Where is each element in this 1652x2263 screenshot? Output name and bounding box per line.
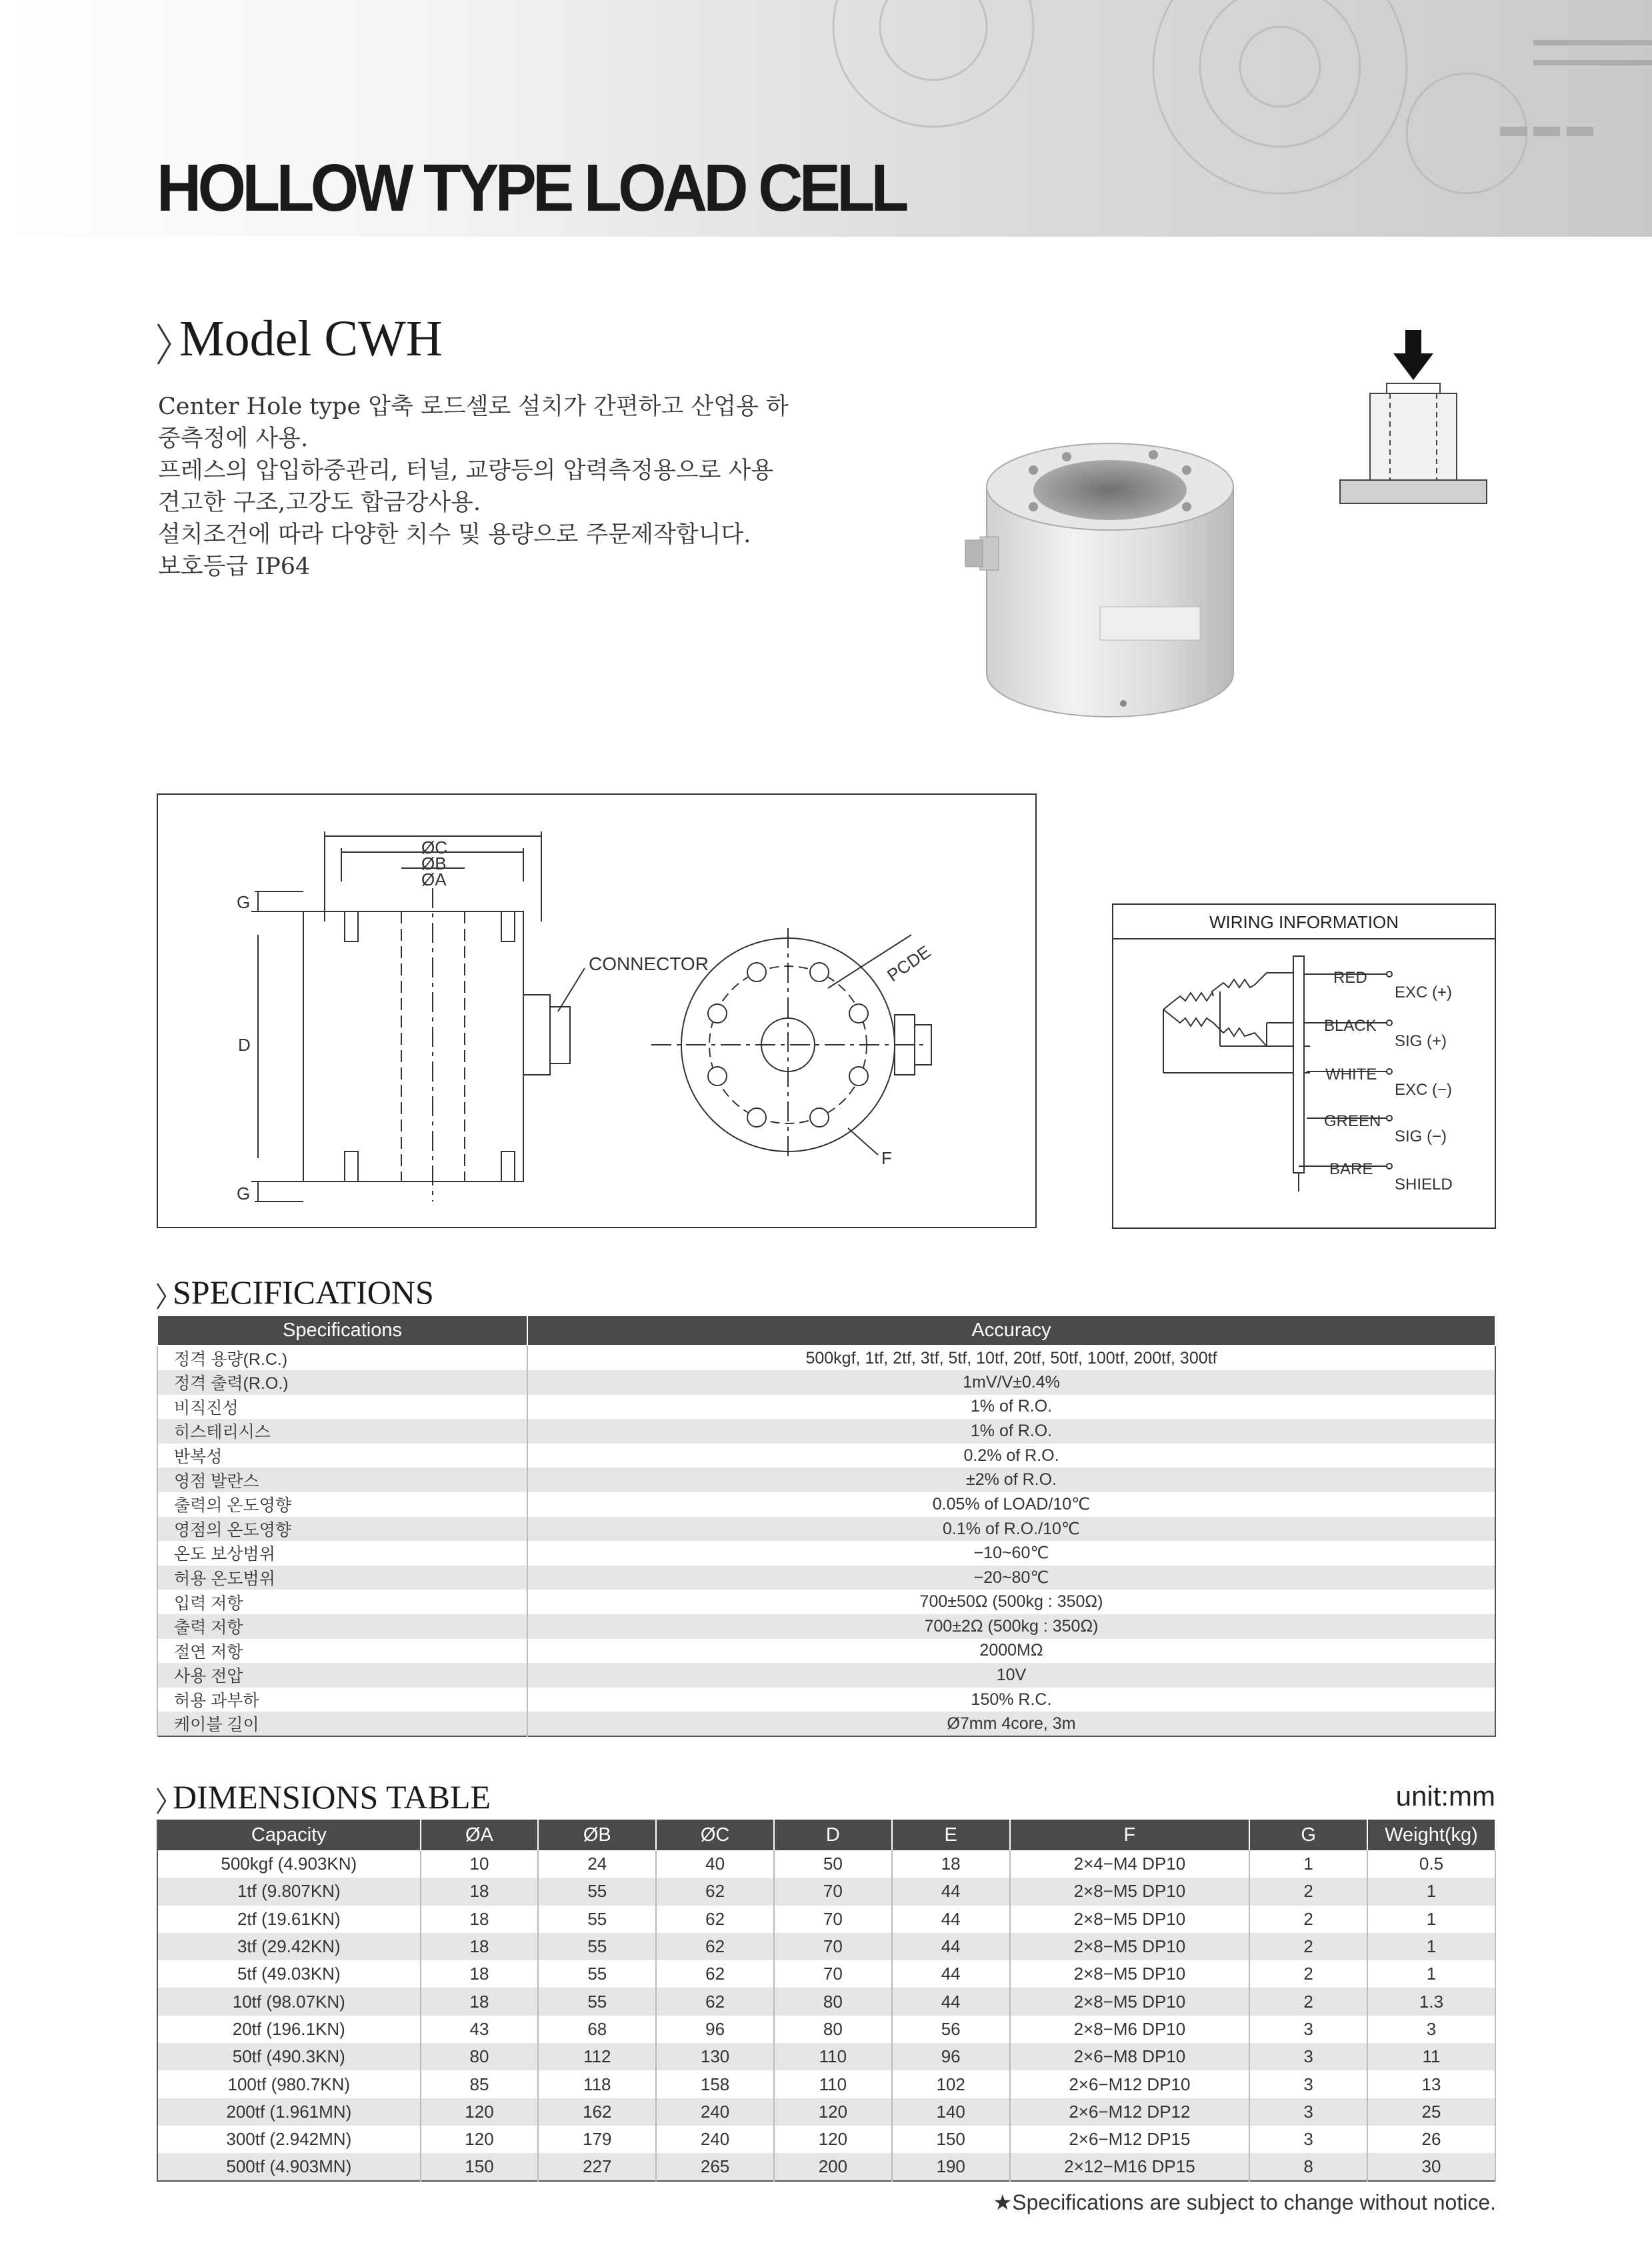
table-row [157, 1346, 1495, 1370]
dim-cell: 2×6−M12 DP12 [1010, 2098, 1250, 2126]
description-line: 견고한 구조,고강도 합금강사용. [158, 489, 481, 516]
dim-cell: 2tf (19.61KN) [157, 1906, 421, 1933]
dim-header-cell: F [1010, 1820, 1250, 1850]
label-g-bottom: G [237, 1184, 251, 1204]
dim-cell: 3 [1367, 2016, 1495, 2043]
table-row [157, 1566, 1495, 1590]
spec-value-cell: 0.05% of LOAD/10℃ [527, 1492, 1495, 1517]
dim-cell: 44 [892, 1960, 1010, 1988]
dim-cell: 2×8−M6 DP10 [1010, 2016, 1250, 2043]
spec-name-cell: 영점의 온도영향 [157, 1517, 527, 1542]
chevron-right-icon [155, 1786, 167, 1816]
table-row [157, 1988, 1495, 2015]
wire-signal-exc-plus: EXC (+) [1395, 983, 1453, 1001]
spec-name-cell: 허용 온도범위 [157, 1566, 527, 1590]
spec-header-accuracy: Accuracy [527, 1316, 1495, 1346]
dim-cell: 43 [421, 2016, 539, 2043]
dim-cell: 18 [421, 1988, 539, 2015]
table-row [157, 1712, 1495, 1736]
table-row [157, 2043, 1495, 2070]
dim-cell: 1 [1367, 1878, 1495, 1905]
specifications-title-text: SPECIFICATIONS [173, 1274, 434, 1311]
spec-name-cell: 출력의 온도영향 [157, 1492, 527, 1517]
table-row [157, 1419, 1495, 1444]
dim-cell: 18 [892, 1850, 1010, 1878]
dim-header-cell: ØB [538, 1820, 656, 1850]
dim-cell: 55 [538, 1906, 656, 1933]
dim-cell: 44 [892, 1988, 1010, 2015]
dim-cell: 179 [538, 2126, 656, 2153]
table-row [157, 1906, 1495, 1933]
dim-cell: 68 [538, 2016, 656, 2043]
spec-value-cell: 150% R.C. [527, 1688, 1495, 1712]
spec-name-cell: 허용 과부하 [157, 1688, 527, 1712]
dim-cell: 1 [1367, 1906, 1495, 1933]
dim-cell: 2×12−M16 DP15 [1010, 2153, 1250, 2180]
dim-cell: 62 [656, 1906, 774, 1933]
dim-cell: 3 [1249, 2098, 1367, 2126]
dim-cell: 102 [892, 2070, 1010, 2098]
dim-cell: 8 [1249, 2153, 1367, 2180]
spec-value-cell: 1% of R.O. [527, 1419, 1495, 1444]
table-row [157, 1395, 1495, 1420]
table-row [157, 1370, 1495, 1395]
dim-cell: 2 [1249, 1988, 1367, 2015]
spec-name-cell: 히스테리시스 [157, 1419, 527, 1444]
table-row [157, 1850, 1495, 1878]
dim-cell: 18 [421, 1906, 539, 1933]
model-description [158, 391, 838, 583]
model-title-text: Model CWH [179, 311, 443, 367]
dim-cell: 130 [656, 2043, 774, 2070]
dim-cell: 55 [538, 1960, 656, 1988]
table-row [157, 1541, 1495, 1566]
dim-cell: 1 [1367, 1960, 1495, 1988]
spec-name-cell: 반복성 [157, 1444, 527, 1468]
dim-cell: 18 [421, 1878, 539, 1905]
dim-cell: 0.5 [1367, 1850, 1495, 1878]
label-f: F [881, 1148, 892, 1168]
dim-cell: 100tf (980.7KN) [157, 2070, 421, 2098]
dim-cell: 120 [421, 2126, 539, 2153]
spec-value-cell: 1% of R.O. [527, 1395, 1495, 1420]
dim-cell: 40 [656, 1850, 774, 1878]
dim-cell: 1 [1367, 1933, 1495, 1960]
dim-cell: 25 [1367, 2098, 1495, 2126]
dim-cell: 62 [656, 1988, 774, 2015]
dim-header-cell: Capacity [157, 1820, 421, 1850]
spec-value-cell: 700±2Ω (500kg : 350Ω) [527, 1614, 1495, 1639]
model-title [155, 313, 443, 367]
dim-cell: 2×8−M5 DP10 [1010, 1878, 1250, 1905]
dim-cell: 80 [421, 2043, 539, 2070]
dim-cell: 118 [538, 2070, 656, 2098]
wire-signal-sig-plus: SIG (+) [1395, 1032, 1447, 1050]
table-row [157, 1663, 1495, 1688]
dim-cell: 10 [421, 1850, 539, 1878]
dim-cell: 2 [1249, 1933, 1367, 1960]
wire-signal-sig-minus: SIG (−) [1395, 1127, 1447, 1146]
dim-cell: 24 [538, 1850, 656, 1878]
table-row [157, 1444, 1495, 1468]
dim-cell: 112 [538, 2043, 656, 2070]
dim-cell: 500kgf (4.903KN) [157, 1850, 421, 1878]
table-row [157, 1639, 1495, 1664]
spec-value-cell: 10V [527, 1663, 1495, 1688]
table-row [157, 2153, 1495, 2180]
drawing-lines [158, 795, 1038, 1230]
dim-cell: 3 [1249, 2016, 1367, 2043]
dim-cell: 2 [1249, 1878, 1367, 1905]
spec-name-cell: 절연 저항 [157, 1639, 527, 1664]
specifications-table [157, 1315, 1496, 1737]
table-row [157, 1614, 1495, 1639]
page-title: HOLLOW TYPE LOAD CELL [157, 151, 905, 225]
table-row [157, 1878, 1495, 1905]
spec-name-cell: 출력 저항 [157, 1614, 527, 1639]
wire-signal-shield: SHIELD [1395, 1176, 1453, 1194]
dimensions-title-text: DIMENSIONS TABLE [173, 1778, 491, 1816]
spec-header-specifications: Specifications [157, 1316, 527, 1346]
spec-value-cell: ±2% of R.O. [527, 1468, 1495, 1492]
dim-cell: 2×8−M5 DP10 [1010, 1960, 1250, 1988]
wire-color-black: BLACK [1324, 1017, 1377, 1035]
description-line: 보호등급 IP64 [158, 553, 311, 580]
dim-cell: 190 [892, 2153, 1010, 2180]
description-line: Center Hole type 압축 로드셀로 설치가 간편하고 산업용 하 [158, 393, 789, 420]
table-row [157, 1933, 1495, 1960]
dim-cell: 265 [656, 2153, 774, 2180]
dim-cell: 2×8−M5 DP10 [1010, 1933, 1250, 1960]
change-notice: ★Specifications are subject to change without notice. [993, 2190, 1496, 2214]
dimension-drawing [157, 793, 1037, 1228]
dim-cell: 140 [892, 2098, 1010, 2126]
wiring-information [1112, 903, 1496, 1229]
spec-value-cell: −10~60℃ [527, 1541, 1495, 1566]
wire-color-red: RED [1333, 969, 1367, 987]
dim-header-cell: ØA [421, 1820, 539, 1850]
spec-value-cell: 0.1% of R.O./10℃ [527, 1517, 1495, 1542]
wire-color-bare: BARE [1329, 1160, 1373, 1178]
spec-value-cell: −20~80℃ [527, 1566, 1495, 1590]
dim-cell: 2×8−M5 DP10 [1010, 1988, 1250, 2015]
description-line: 설치조건에 따라 다양한 치수 및 용량으로 주문제작합니다. [158, 521, 751, 548]
label-a: ØA [421, 869, 447, 889]
dim-cell: 150 [892, 2126, 1010, 2153]
dim-cell: 300tf (2.942MN) [157, 2126, 421, 2153]
dim-cell: 18 [421, 1933, 539, 1960]
dim-cell: 20tf (196.1KN) [157, 2016, 421, 2043]
dim-cell: 3tf (29.42KN) [157, 1933, 421, 1960]
spec-name-cell: 입력 저항 [157, 1590, 527, 1614]
wire-signal-exc-minus: EXC (−) [1395, 1081, 1453, 1099]
dim-cell: 96 [892, 2043, 1010, 2070]
table-row [157, 1468, 1495, 1492]
spec-name-cell: 정격 출력(R.O.) [157, 1370, 527, 1395]
dim-cell: 162 [538, 2098, 656, 2126]
dim-cell: 2×6−M12 DP15 [1010, 2126, 1250, 2153]
dim-cell: 70 [774, 1906, 892, 1933]
chevron-right-icon [155, 1282, 167, 1311]
table-row [157, 1517, 1495, 1542]
dim-header-cell: E [892, 1820, 1010, 1850]
spec-value-cell: 700±50Ω (500kg : 350Ω) [527, 1590, 1495, 1614]
dim-cell: 44 [892, 1933, 1010, 1960]
dim-cell: 50tf (490.3KN) [157, 2043, 421, 2070]
dim-cell: 1 [1249, 1850, 1367, 1878]
dim-cell: 2 [1249, 1960, 1367, 1988]
dim-cell: 227 [538, 2153, 656, 2180]
table-row [157, 1492, 1495, 1517]
dim-cell: 70 [774, 1933, 892, 1960]
dim-cell: 85 [421, 2070, 539, 2098]
label-d: D [238, 1035, 251, 1055]
spec-name-cell: 온도 보상범위 [157, 1541, 527, 1566]
spec-name-cell: 케이블 길이 [157, 1712, 527, 1736]
product-photo [960, 407, 1253, 720]
description-line: 중측정에 사용. [158, 425, 309, 452]
dim-cell: 2×8−M5 DP10 [1010, 1906, 1250, 1933]
spec-value-cell: 1mV/V±0.4% [527, 1370, 1495, 1395]
dim-cell: 120 [774, 2126, 892, 2153]
dim-cell: 110 [774, 2043, 892, 2070]
dim-cell: 44 [892, 1878, 1010, 1905]
dim-cell: 2×6−M12 DP10 [1010, 2070, 1250, 2098]
wire-color-white: WHITE [1325, 1065, 1377, 1083]
spec-value-cell: Ø7mm 4core, 3m [527, 1712, 1495, 1736]
dim-cell: 18 [421, 1960, 539, 1988]
dim-cell: 11 [1367, 2043, 1495, 2070]
label-connector: CONNECTOR [589, 953, 709, 974]
dim-cell: 56 [892, 2016, 1010, 2043]
dim-cell: 50 [774, 1850, 892, 1878]
dim-header-cell: ØC [656, 1820, 774, 1850]
dim-header-cell: D [774, 1820, 892, 1850]
dim-cell: 200 [774, 2153, 892, 2180]
dim-cell: 62 [656, 1960, 774, 1988]
table-row [157, 2126, 1495, 2153]
dim-cell: 2×6−M8 DP10 [1010, 2043, 1250, 2070]
header-banner [0, 0, 1652, 237]
table-row [157, 1590, 1495, 1614]
spec-name-cell: 비직진성 [157, 1395, 527, 1420]
label-pcd: PCDE [883, 941, 935, 986]
dim-header-cell: Weight(kg) [1367, 1820, 1495, 1850]
dim-cell: 2 [1249, 1906, 1367, 1933]
table-row [157, 1688, 1495, 1712]
dim-cell: 44 [892, 1906, 1010, 1933]
table-row [157, 2070, 1495, 2098]
dim-cell: 120 [774, 2098, 892, 2126]
dim-cell: 10tf (98.07KN) [157, 1988, 421, 2015]
dim-cell: 3 [1249, 2070, 1367, 2098]
dim-cell: 96 [656, 2016, 774, 2043]
dim-cell: 240 [656, 2126, 774, 2153]
load-direction-icon [1333, 327, 1493, 507]
dim-cell: 3 [1249, 2043, 1367, 2070]
table-row [157, 2016, 1495, 2043]
dim-cell: 30 [1367, 2153, 1495, 2180]
chevron-right-icon [155, 321, 174, 367]
dimensions-title [155, 1780, 491, 1816]
dim-cell: 55 [538, 1988, 656, 2015]
dim-cell: 110 [774, 2070, 892, 2098]
unit-label: unit:mm [1395, 1780, 1495, 1812]
spec-name-cell: 영점 발란스 [157, 1468, 527, 1492]
label-c: ØC [421, 837, 447, 857]
dim-cell: 70 [774, 1960, 892, 1988]
dim-cell: 1tf (9.807KN) [157, 1878, 421, 1905]
table-row [157, 1960, 1495, 1988]
dim-cell: 240 [656, 2098, 774, 2126]
dim-cell: 26 [1367, 2126, 1495, 2153]
dim-cell: 80 [774, 1988, 892, 2015]
dim-cell: 55 [538, 1878, 656, 1905]
spec-value-cell: 2000MΩ [527, 1639, 1495, 1664]
dim-header-cell: G [1249, 1820, 1367, 1850]
spec-value-cell: 500kgf, 1tf, 2tf, 3tf, 5tf, 10tf, 20tf, 50tf, 100tf, 200tf, 300tf [527, 1346, 1495, 1370]
spec-value-cell: 0.2% of R.O. [527, 1444, 1495, 1468]
spec-name-cell: 사용 전압 [157, 1663, 527, 1688]
label-g-top: G [237, 892, 251, 912]
wire-color-green: GREEN [1324, 1112, 1381, 1130]
dim-cell: 13 [1367, 2070, 1495, 2098]
dim-cell: 120 [421, 2098, 539, 2126]
dim-cell: 158 [656, 2070, 774, 2098]
wiring-title: WIRING INFORMATION [1113, 905, 1495, 939]
dim-cell: 200tf (1.961MN) [157, 2098, 421, 2126]
dim-cell: 150 [421, 2153, 539, 2180]
description-line: 프레스의 압입하중관리, 터널, 교량등의 압력측정용으로 사용 [158, 457, 774, 484]
dim-cell: 500tf (4.903MN) [157, 2153, 421, 2180]
spec-name-cell: 정격 용량(R.C.) [157, 1346, 527, 1370]
dim-cell: 5tf (49.03KN) [157, 1960, 421, 1988]
dim-cell: 1.3 [1367, 1988, 1495, 2015]
dim-cell: 62 [656, 1933, 774, 1960]
label-b: ØB [421, 853, 447, 873]
dim-cell: 62 [656, 1878, 774, 1905]
specifications-title [155, 1276, 434, 1311]
dim-cell: 70 [774, 1878, 892, 1905]
dim-cell: 80 [774, 2016, 892, 2043]
dimensions-table [157, 1820, 1496, 2182]
dim-cell: 2×4−M4 DP10 [1010, 1850, 1250, 1878]
dim-cell: 55 [538, 1933, 656, 1960]
dim-cell: 3 [1249, 2126, 1367, 2153]
table-row [157, 2098, 1495, 2126]
